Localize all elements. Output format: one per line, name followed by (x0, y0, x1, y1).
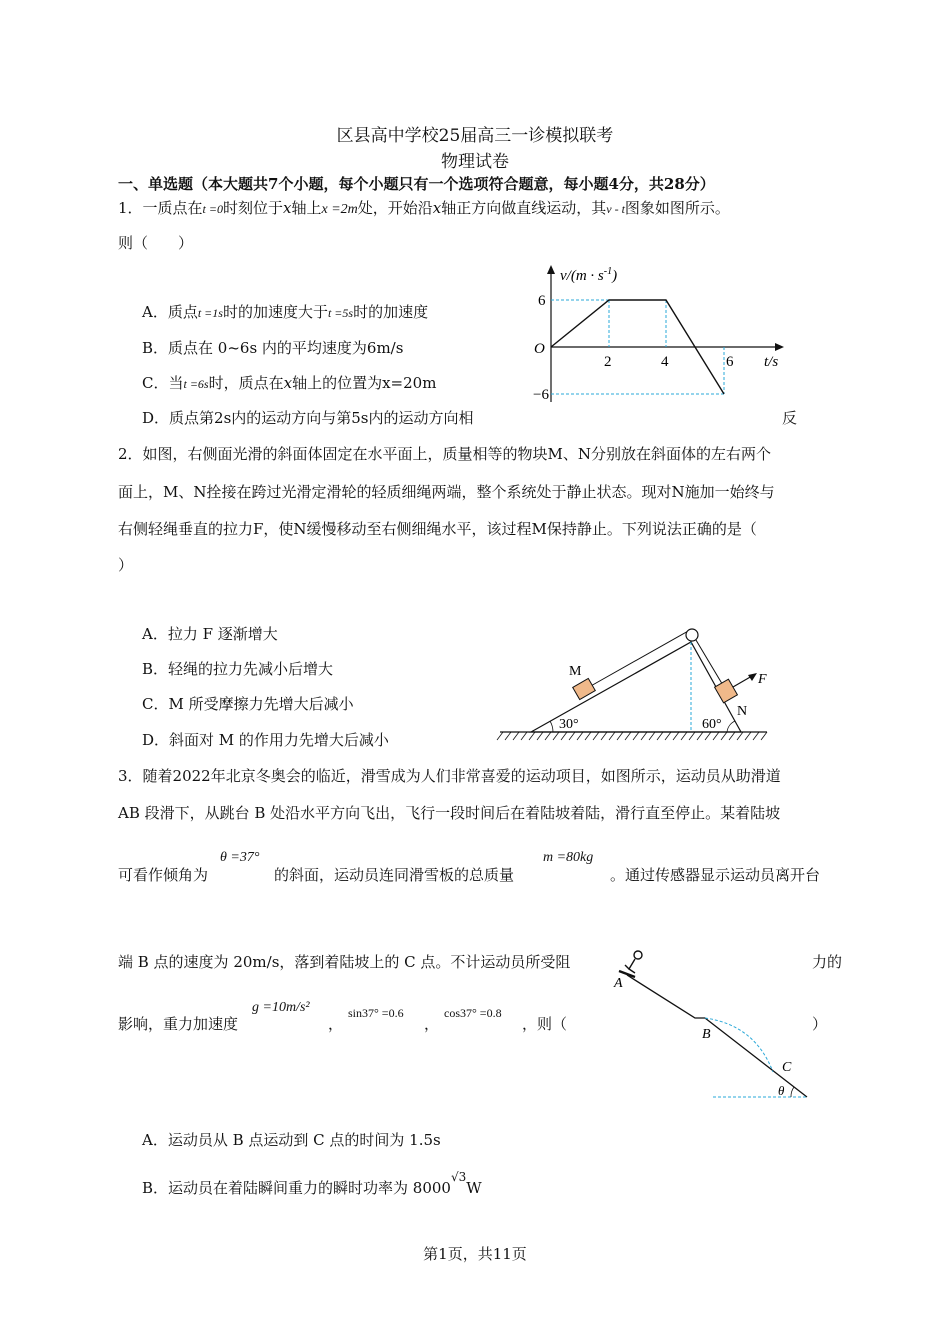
label-30deg: 30° (559, 717, 579, 732)
angle-arc-30 (550, 721, 553, 732)
q3-stem-line3a: 可看作倾角为 (118, 866, 209, 884)
label-c: C (782, 1060, 792, 1075)
label-f: F (758, 672, 767, 687)
tick-label-yneg6: −6 (533, 387, 549, 403)
label-b: B (702, 1027, 711, 1042)
exam-subtitle: 物理试卷 (441, 152, 509, 172)
q2-option-d[interactable]: D．斜面对 M 的作用力先增大后减小 (142, 731, 389, 749)
q3-math-sin: sin37° =0.6 (348, 1006, 404, 1020)
q3-math-g: g =10m/s² (252, 1000, 310, 1015)
slope-line (627, 975, 807, 1097)
ground-hatching (497, 732, 767, 740)
q2-stem-line4: ） (118, 556, 134, 574)
pulley (686, 629, 698, 641)
q3-math-cos: cos37° =0.8 (444, 1006, 502, 1020)
label-a: A (614, 976, 623, 991)
q3-stem-line5c: ） (812, 1015, 828, 1033)
q1-option-c[interactable]: C．当t =6s时，质点在x轴上的位置为x=20m (142, 374, 437, 392)
q3-stem-line5b: ，则（ (522, 1015, 568, 1033)
q1-option-d-tail: 反 (782, 409, 798, 427)
angle-arc-theta (791, 1087, 794, 1097)
tick-label-y6: 6 (538, 293, 546, 309)
y-axis-arrow (547, 265, 555, 274)
q3-stem-line4b: 力的 (812, 953, 843, 971)
q3-stem-line1: 3．随着2022年北京冬奥会的临近，滑雪成为人们非常喜爱的运动项目，如图所示，运动员从助滑道 (118, 767, 781, 785)
q3-stem-line2: AB 段滑下，从跳台 B 处沿水平方向飞出，飞行一段时间后在着陆坡着陆，滑行直至停止。某着陆坡 (118, 804, 781, 822)
q3-math-theta: θ =37° (220, 850, 260, 865)
section-heading: 一、单选题（本大题共7个小题，每个小题只有一个选项符合题意，每小题4分，共28分） (118, 175, 715, 193)
y-axis-label: $v/(m \cdot s^{-1})$ (560, 266, 618, 284)
q1-option-d[interactable]: D．质点第2s内的运动方向与第5s内的运动方向相 (142, 409, 474, 427)
block-n (715, 679, 738, 703)
label-60deg: 60° (702, 717, 722, 732)
q2-stem-line1: 2．如图，右侧面光滑的斜面体固定在水平面上，质量相等的物块M、N分别放在斜面体的左右两个 (118, 445, 772, 463)
page-footer: 第1页，共11页 (423, 1245, 527, 1263)
label-n: N (737, 704, 748, 719)
origin-label: O (534, 341, 545, 357)
q1-option-a[interactable]: A．质点t =1s时的加速度大于t =5s时的加速度 (142, 303, 429, 321)
tick-label-x4: 4 (661, 354, 669, 370)
tick-label-x6: 6 (726, 354, 734, 370)
q1-vt-graph (520, 262, 790, 412)
force-f-arrow (733, 676, 752, 687)
q3-math-mass: m =80kg (543, 850, 594, 865)
q3-stem-line4a: 端 B 点的速度为 20m/s，落到着陆坡上的 C 点。不计运动员所受阻 (118, 953, 571, 971)
force-f-arrowhead (748, 673, 757, 681)
q2-incline-figure (495, 620, 775, 745)
skier-icon (619, 951, 642, 977)
q3-comma-1: ， (328, 1015, 344, 1033)
tick-label-x2: 2 (604, 354, 612, 370)
q3-option-b[interactable]: B．运动员在着陆瞬间重力的瞬时功率为 $8000^{√3}W$ (142, 1170, 482, 1197)
q1-stem-line2: 则（ ） (118, 234, 194, 252)
x-axis-arrow (775, 343, 784, 351)
q2-option-b[interactable]: B．轻绳的拉力先减小后增大 (142, 660, 334, 678)
q3-stem-line5a: 影响，重力加速度 (118, 1015, 239, 1033)
x-axis-label: t/s (764, 354, 779, 370)
q1-option-b[interactable]: B．质点在 0~6s 内的平均速度为6m/s (142, 339, 404, 357)
q3-stem-line3c: 。通过传感器显示运动员离开台 (610, 866, 821, 884)
q2-stem-line3: 右侧轻绳垂直的拉力F，使N缓慢移动至右侧细绳水平，该过程M保持静止。下列说法正确的是（ (118, 520, 757, 538)
q2-stem-line2: 面上，M、N拴接在跨过光滑定滑轮的轻质细绳两端，整个系统处于静止状态。现对N施加一始终与 (118, 483, 775, 501)
exam-title: 区县高中学校25届高三一诊模拟联考 (336, 126, 614, 146)
block-m (573, 678, 596, 699)
angle-arc-60 (727, 721, 735, 732)
q3-option-a[interactable]: A．运动员从 B 点运动到 C 点的时间为 1.5s (142, 1131, 441, 1149)
label-theta: θ (778, 1083, 785, 1098)
q3-stem-line3b: 的斜面，运动员连同滑雪板的总质量 (274, 866, 515, 884)
q3-comma-2: ， (424, 1015, 440, 1033)
q2-option-a[interactable]: A．拉力 F 逐渐增大 (142, 625, 278, 643)
q3-ski-figure (605, 945, 815, 1105)
q1-stem-line1: 1．一质点在t =0时刻位于x轴上x =2m处，开始沿x轴正方向做直线运动，其v - t图象如图所示。 (118, 199, 730, 217)
label-m: M (569, 664, 582, 679)
q2-option-c[interactable]: C．M 所受摩擦力先增大后减小 (142, 695, 354, 713)
